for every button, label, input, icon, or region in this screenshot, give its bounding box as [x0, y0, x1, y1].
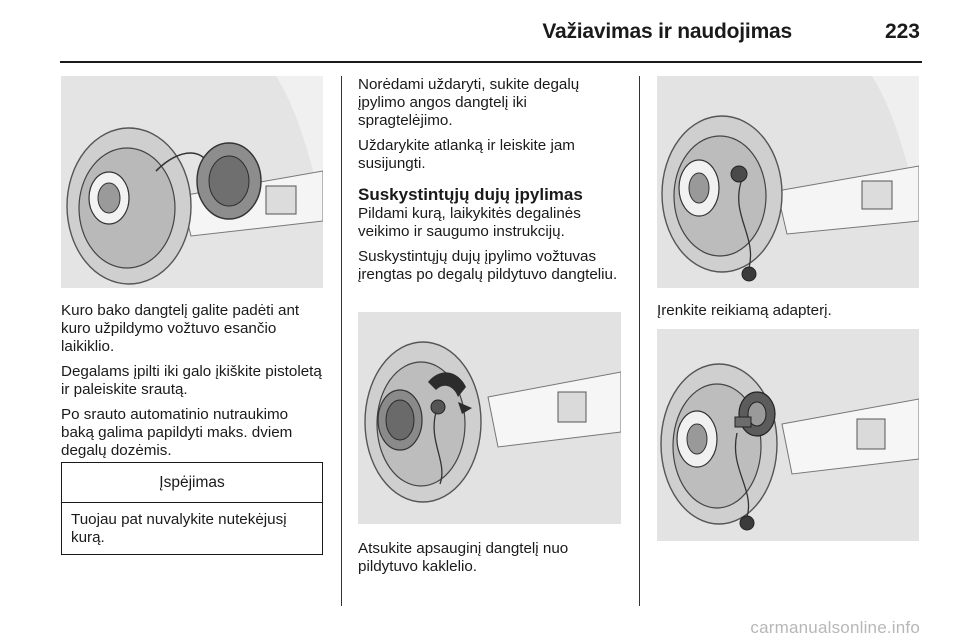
caption-unscrew-cap: Atsukite apsauginį dangtelį nuo pildytuvo kaklelio.	[358, 540, 569, 575]
column2-body-text	[358, 76, 623, 291]
fuel-cap-on-holder-illustration	[61, 76, 323, 288]
paragraph-close-cap: Norėdami uždaryti, sukite degalų įpylimo angos dangtelį iki spragtelėjimo.	[358, 76, 580, 129]
footer-watermark: carmanualsonline.info	[750, 618, 920, 637]
lpg-open-valve-illustration	[657, 76, 919, 288]
warning-title: Įspėjimas	[62, 463, 322, 503]
paragraph-top-up: Po srauto automatinio nutraukimo baką galima papildyti maks. dviem degalų dozėmis.	[61, 406, 293, 459]
lpg-adapter-illustration	[657, 329, 919, 541]
column2-caption	[358, 540, 623, 583]
lpg-protective-cap-illustration	[358, 312, 621, 524]
column-divider-left	[341, 76, 342, 606]
column1-body-text	[61, 302, 323, 467]
page-number: 223	[884, 20, 920, 43]
paragraph-lpg-valve-location: Suskystintųjų dujų įpylimo vožtuvas įrengtas po degalų pildytuvo dangteliu.	[358, 248, 618, 283]
warning-body: Tuojau pat nuvalykite nutekėjusį kurą.	[71, 511, 287, 546]
warning-box	[61, 462, 323, 555]
section-heading-lpg: Suskystintųjų dujų įpylimas	[358, 185, 583, 204]
paragraph-fuel-cap-holder: Kuro bako dangtelį galite padėti ant kuro užpildymo vožtuvo esančio laikiklio.	[61, 302, 300, 355]
header-rule	[60, 61, 922, 63]
caption-install-adapter: Įrenkite reikiamą adapterį.	[657, 302, 832, 319]
paragraph-close-flap: Uždarykite atlanką ir leiskite jam susijungti.	[358, 137, 575, 172]
paragraph-insert-nozzle: Degalams įpilti iki galo įkiškite pistoletą ir paleiskite srautą.	[61, 363, 322, 398]
running-head-title: Važiavimas ir naudojimas	[542, 20, 792, 43]
column-divider-right	[639, 76, 640, 606]
paragraph-lpg-safety: Pildami kurą, laikykitės degalinės veikimo ir saugumo instrukcijų.	[358, 205, 581, 240]
column3-caption-top	[657, 302, 919, 327]
